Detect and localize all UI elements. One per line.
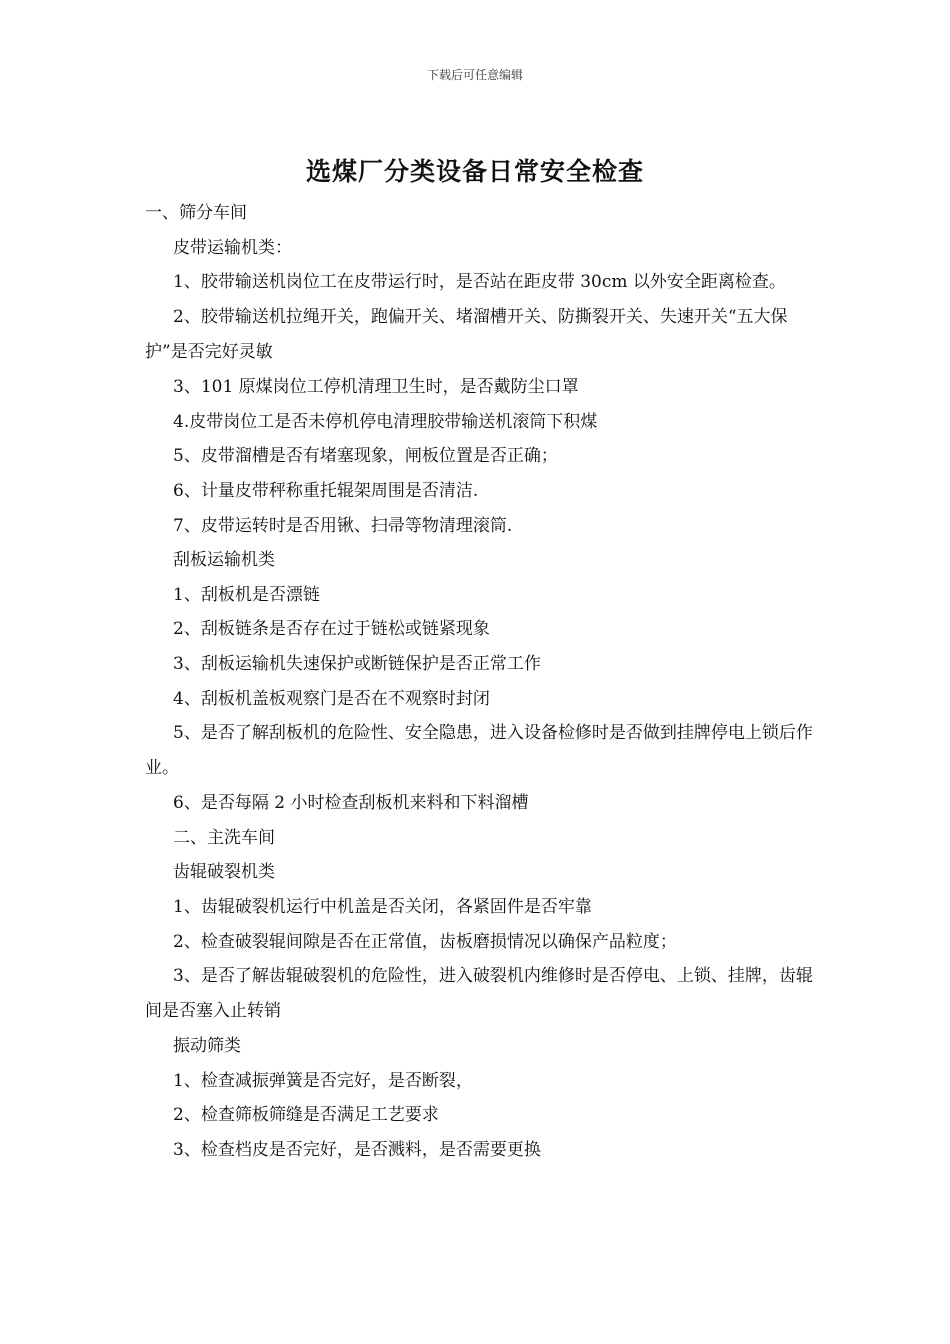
checklist-item: 2、刮板链条是否存在过于链松或链紧现象	[173, 619, 490, 640]
checklist-item: 3、101 原煤岗位工停机清理卫生时，是否戴防尘口罩	[173, 377, 579, 398]
checklist-item: 2、检查破裂辊间隙是否在正常值，齿板磨损情况以确保产品粒度；	[173, 931, 677, 952]
checklist-item: 1、检查减振弹簧是否完好，是否断裂，	[173, 1070, 473, 1091]
subheading-roller-crusher: 齿辊破裂机类	[173, 862, 275, 883]
checklist-item: 1、齿辊破裂机运行中机盖是否关闭，各紧固件是否牢靠	[173, 896, 592, 917]
section-heading-main-washing: 二、主洗车间	[173, 827, 275, 848]
checklist-item: 2、胶带输送机拉绳开关，跑偏开关、堵溜槽开关、防撕裂开关、失速开关“五大保护”是否完好灵敏	[145, 307, 788, 363]
checklist-item: 5、是否了解刮板机的危险性、安全隐患，进入设备检修时是否做到挂牌停电上锁后作业。	[145, 723, 813, 779]
checklist-item: 1、刮板机是否漂链	[173, 584, 320, 605]
document-body	[145, 196, 815, 1167]
checklist-item: 4、刮板机盖板观察门是否在不观察时封闭	[173, 688, 490, 709]
checklist-item: 1、胶带输送机岗位工在皮带运行时，是否站在距皮带 30cm 以外安全距离检查。	[173, 272, 786, 293]
subheading-vibrating-screen: 振动筛类	[173, 1036, 241, 1057]
checklist-item: 6、计量皮带秤称重托辊架周围是否清洁.	[173, 480, 479, 501]
document-title: 选煤厂分类设备日常安全检查	[305, 157, 644, 186]
subheading-belt-conveyor: 皮带运输机类：	[173, 237, 292, 258]
section-heading-screening: 一、筛分车间	[145, 203, 247, 223]
page-header-note: 下载后可任意编辑	[426, 68, 523, 82]
checklist-item: 3、刮板运输机失速保护或断链保护是否正常工作	[173, 653, 541, 674]
checklist-item: 2、检查筛板筛缝是否满足工艺要求	[173, 1105, 439, 1126]
checklist-item: 3、是否了解齿辊破裂机的危险性，进入破裂机内维修时是否停电、上锁、挂牌，齿辊间是否塞入止转销	[145, 966, 813, 1022]
checklist-item: 7、皮带运转时是否用锹、扫帚等物清理滚筒.	[173, 515, 513, 536]
checklist-item: 4.皮带岗位工是否未停机停电清理胶带输送机滚筒下积煤	[173, 411, 598, 432]
subheading-scraper-conveyor: 刮板运输机类	[173, 550, 275, 571]
checklist-item: 5、皮带溜槽是否有堵塞现象，闸板位置是否正确；	[173, 446, 558, 467]
checklist-item: 6、是否每隔 2 小时检查刮板机来料和下料溜槽	[173, 793, 529, 814]
checklist-item: 3、检查档皮是否完好，是否溅料，是否需要更换	[173, 1139, 541, 1160]
